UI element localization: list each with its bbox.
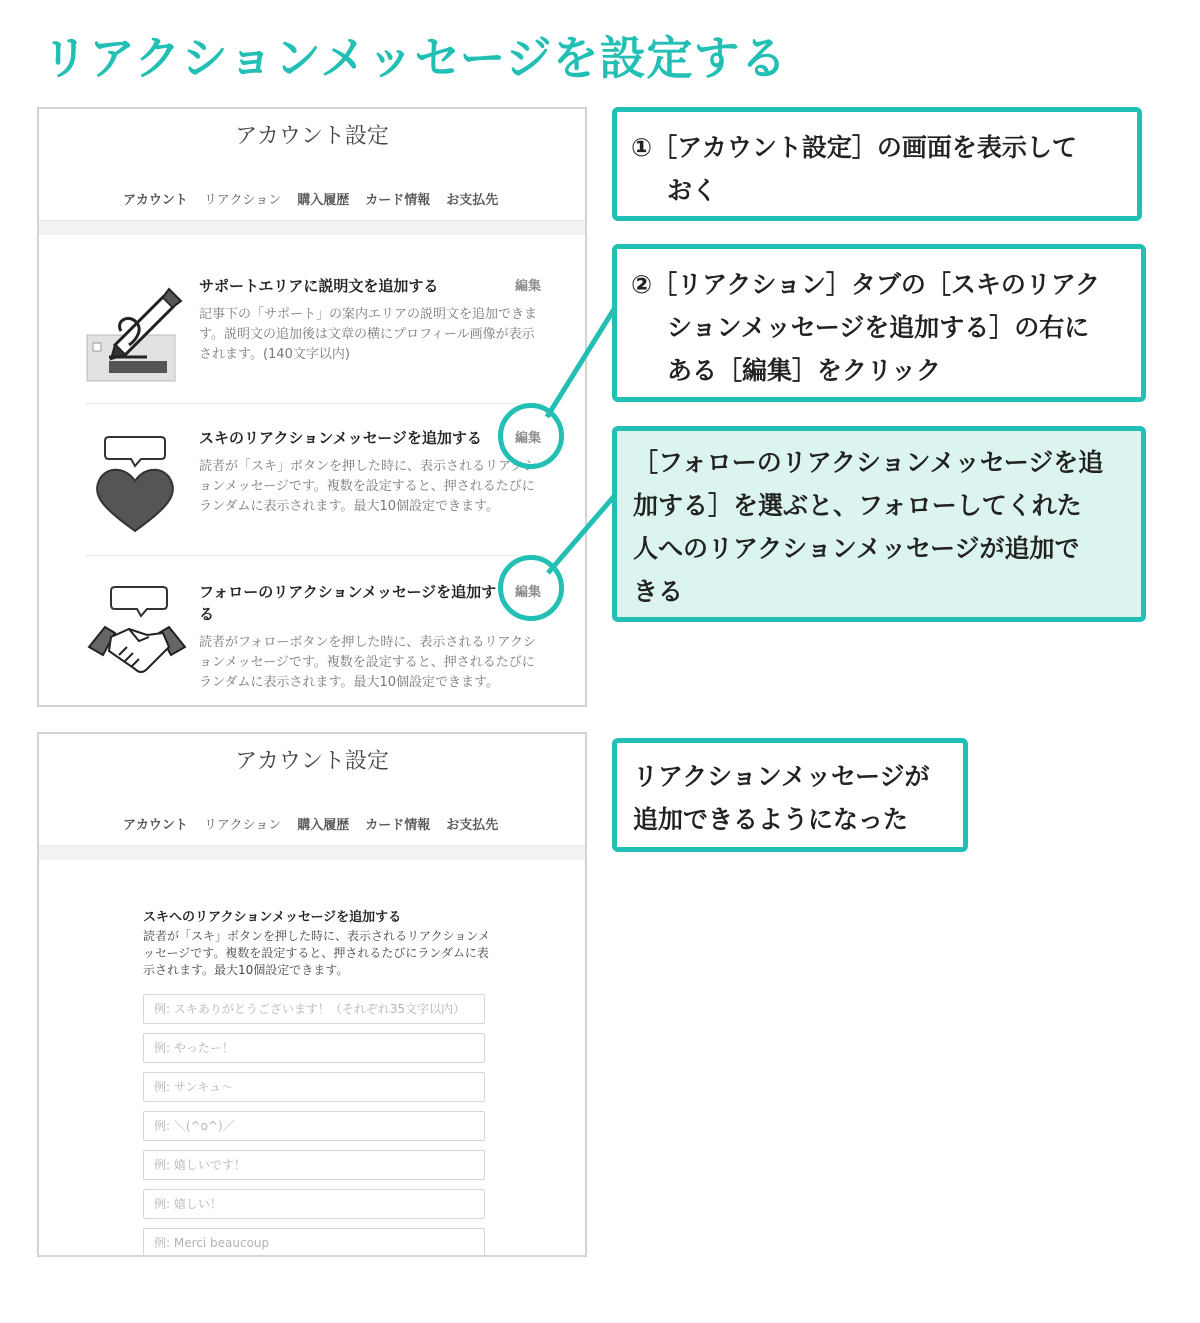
- item-title: スキのリアクションメッセージを追加する: [199, 429, 482, 447]
- edit-link-suki[interactable]: 編集: [514, 431, 541, 446]
- callout-step1: [612, 107, 1142, 221]
- panel-header: [39, 734, 585, 846]
- tab-purchase-history[interactable]: 購入履歴: [297, 818, 350, 833]
- tab-card-info[interactable]: カード情報: [365, 818, 431, 833]
- reaction-message-input-7[interactable]: [143, 1228, 485, 1257]
- list-item-suki-reaction: [85, 427, 545, 547]
- highlight-circle-suki-edit: [498, 403, 564, 469]
- panel-header: [39, 109, 585, 221]
- divider: [85, 403, 545, 404]
- divider-band: [39, 846, 585, 860]
- highlight-circle-follow-edit: [498, 555, 564, 621]
- callout-line: おく: [667, 176, 718, 205]
- item-title: サポートエリアに説明文を追加する: [199, 277, 439, 295]
- tab-card-info[interactable]: カード情報: [365, 193, 431, 208]
- tab-purchase-history[interactable]: 購入履歴: [297, 193, 350, 208]
- handshake-speech-icon: [85, 585, 189, 689]
- edit-link-support[interactable]: 編集: [514, 279, 541, 294]
- tab-payee[interactable]: お支払先: [446, 818, 499, 833]
- reaction-message-input-4[interactable]: [143, 1111, 485, 1141]
- reaction-message-input-2[interactable]: [143, 1033, 485, 1063]
- callout-line: リアクションメッセージが: [633, 762, 930, 791]
- tab-reaction[interactable]: リアクション: [203, 818, 282, 833]
- pen-card-icon: [85, 283, 189, 387]
- callout-line: ①［アカウント設定］の画面を表示して: [631, 133, 1077, 162]
- heart-speech-icon: [85, 433, 189, 537]
- callout-line: 加する］を選ぶと、フォローしてくれた: [633, 491, 1082, 520]
- callout-line: 追加できるようになった: [633, 805, 909, 834]
- callout-step2: [612, 244, 1146, 402]
- callout-line: 人へのリアクションメッセージが追加で: [633, 534, 1080, 563]
- item-description: 記事下の「サポート」の案内エリアの説明文を追加できます。説明文の追加後は文章の横にプロフィール画像が表示されます。(140文字以内): [199, 307, 538, 362]
- callout-line: ［フォローのリアクションメッセージを追: [633, 448, 1104, 477]
- form-title: スキへのリアクションメッセージを追加する: [143, 910, 402, 925]
- page-title: リアクションメッセージを設定する: [42, 31, 788, 85]
- tab-reaction[interactable]: リアクション: [203, 193, 282, 208]
- account-settings-screenshot: [37, 107, 587, 707]
- tab-payee[interactable]: お支払先: [446, 193, 499, 208]
- callout-note-follow: [612, 426, 1146, 622]
- tab-account[interactable]: アカウント: [123, 818, 188, 833]
- divider-band: [39, 221, 585, 235]
- account-settings-title: アカウント設定: [235, 749, 389, 774]
- callout-line: ②［リアクション］タブの［スキのリアク: [631, 270, 1101, 299]
- callout-line: ションメッセージを追加する］の右に: [667, 313, 1090, 342]
- item-description: 読者がフォローボタンを押した時に、表示されるリアクションメッセージです。複数を設定すると、押されるたびにランダムに表示されます。最大10個設定できます。: [199, 635, 536, 690]
- account-settings-title: アカウント設定: [235, 124, 389, 149]
- tab-account[interactable]: アカウント: [123, 193, 188, 208]
- reaction-message-input-6[interactable]: [143, 1189, 485, 1219]
- item-description: 読者が「スキ」ボタンを押した時に、表示されるリアクションメッセージです。複数を設定すると、押されるたびにランダムに表示されます。最大10個設定できます。: [199, 459, 537, 514]
- item-title: フォローのリアクションメッセージを追加する: [199, 583, 497, 623]
- callout-line: きる: [633, 577, 684, 606]
- settings-tabs: [123, 814, 498, 833]
- callout-result: [612, 738, 968, 852]
- list-item-support-area: [85, 275, 545, 385]
- reaction-message-input-5[interactable]: [143, 1150, 485, 1180]
- callout-line: ある［編集］をクリック: [667, 356, 942, 385]
- form-description: 読者が「スキ」ボタンを押した時に、表示されるリアクションメッセージです。複数を設定すると、押されるたびにランダムに表示されます。最大10個設定できます。: [143, 929, 491, 977]
- reaction-message-input-1[interactable]: [143, 994, 485, 1024]
- reaction-form-screenshot: [37, 732, 587, 1257]
- edit-link-follow[interactable]: 編集: [514, 585, 541, 600]
- list-item-follow-reaction: [85, 581, 545, 701]
- settings-tabs: [123, 189, 498, 208]
- reaction-message-input-3[interactable]: [143, 1072, 485, 1102]
- divider: [85, 555, 545, 556]
